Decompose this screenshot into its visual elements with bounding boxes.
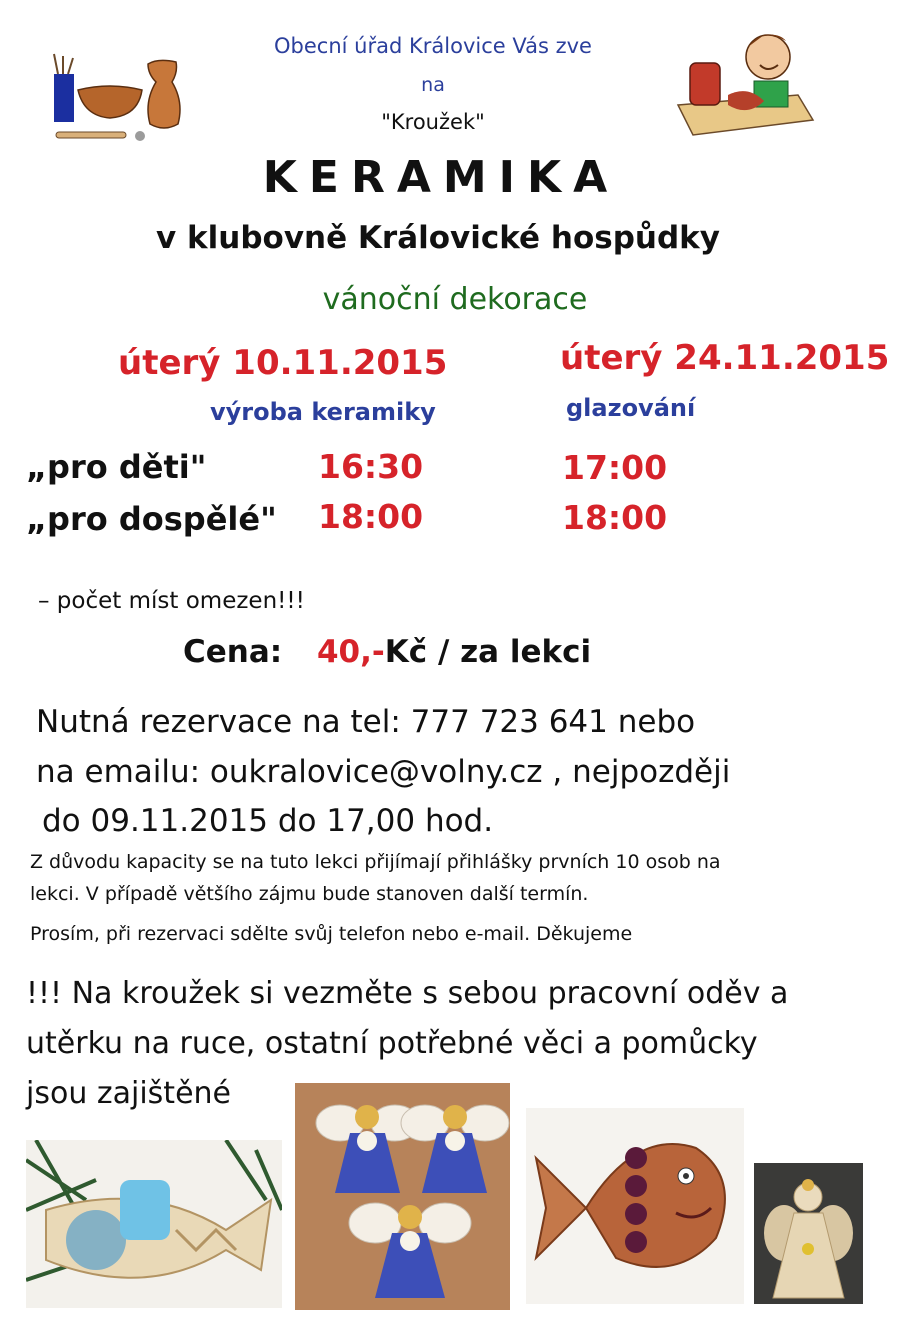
angel-candle-holders-photo [295, 1083, 510, 1310]
price [183, 634, 591, 670]
session-1-date: úterý 10.11.2015 [118, 343, 448, 383]
bring-line-3: jsou zajištěné [26, 1076, 231, 1111]
session-2-activity: glazování [566, 394, 696, 422]
theme: vánoční dekorace [322, 282, 588, 317]
group-children: „pro děti" [26, 448, 207, 486]
info-line-2: lekci. V případě většího zájmu bude stanoven další termín. [30, 883, 589, 905]
capacity-note: – počet míst omezen!!! [38, 588, 305, 614]
reservation-line-1: Nutná rezervace na tel: 777 723 641 nebo [36, 704, 696, 740]
info-line-3: Prosím, při rezervaci sdělte svůj telefon nebo e-mail. Děkujeme [30, 923, 633, 945]
reservation-line-3: do 09.11.2015 do 17,00 hod. [42, 803, 494, 839]
header-line-1: Obecní úřad Královice Vás zve [274, 34, 592, 58]
ceramic-angel-photo [754, 1163, 863, 1304]
header-line-2: na [421, 74, 445, 96]
session-1-time-children: 16:30 [318, 447, 424, 486]
page-title: KERAMIKA [262, 152, 620, 203]
session-2-time-children: 17:00 [562, 448, 668, 487]
session-2-time-adults: 18:00 [562, 498, 668, 537]
bring-line-1: !!! Na kroužek si vezměte s sebou pracovní oděv a [26, 976, 789, 1011]
header-line-3: "Kroužek" [381, 110, 485, 134]
price-label: Cena: [183, 634, 283, 670]
bring-line-2: utěrku na ruce, ostatní potřebné věci a pomůcky [26, 1026, 758, 1061]
price-amount: 40,- [316, 634, 385, 670]
price-unit: Kč / za lekci [384, 634, 592, 670]
group-adults: „pro dospělé" [26, 500, 277, 538]
fish-candle-holder-photo [26, 1140, 282, 1308]
fish-tealight-holder-photo [526, 1108, 744, 1304]
session-2-date: úterý 24.11.2015 [560, 338, 890, 378]
session-1-activity: výroba keramiky [210, 398, 436, 426]
reservation-line-2: na emailu: oukralovice@volny.cz , nejpozději [36, 754, 731, 790]
info-line-1: Z důvodu kapacity se na tuto lekci přijímají přihlášky prvních 10 osob na [30, 851, 721, 873]
venue: v klubovně Královické hospůdky [156, 220, 720, 256]
session-1-time-adults: 18:00 [318, 497, 424, 536]
pottery-illustration [48, 52, 198, 152]
